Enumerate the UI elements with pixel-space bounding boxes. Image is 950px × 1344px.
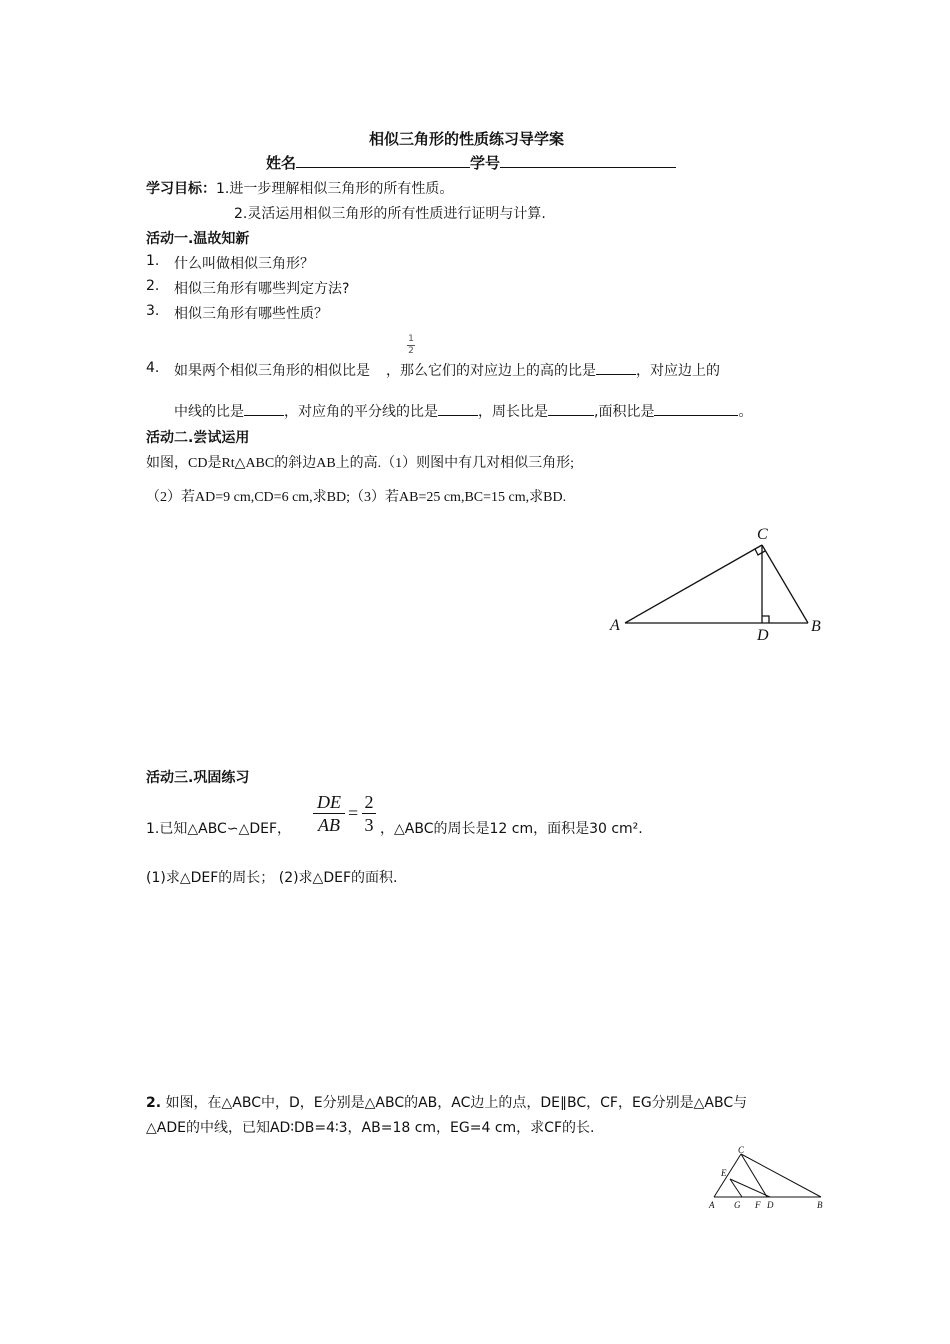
activity3-p1-a: 1.已知△ABC∽△DEF， [146,821,292,837]
activity3-p2-line2: △ADE的中线，已知AD∶DB=4∶3，AB=18 cm，EG=4 cm，求CF的长. [146,1120,595,1136]
objective-1: 1.进一步理解相似三角形的所有性质。 [216,181,454,197]
label-F: F [755,1200,761,1210]
activity3-p2-line1 [146,1092,747,1112]
label-B: B [811,618,821,635]
right-angle-mark-C [755,549,765,555]
header-line [266,152,676,173]
p1-fraction-2-3 [362,791,376,836]
activity1-q2: 相似三角形有哪些判定方法? [174,281,350,297]
objectives-line1 [146,178,453,198]
activity1-q1: 什么叫做相似三角形？ [174,256,314,272]
segment-AC [625,545,762,623]
label-D: D [757,627,769,644]
activity2-line2: （2）若AD=9 cm,CD=6 cm,求BD;（3）若AB=25 cm,BC=15 cm,求BD. [146,490,567,505]
q4-blank-bisector[interactable] [438,401,478,416]
p1-fraction-num: DE [317,792,341,812]
label-G: G [734,1200,741,1210]
activity1-title: 活动一.温故知新 [146,231,250,247]
activity1-q3: 相似三角形有哪些性质？ [174,306,328,322]
midline-triangle-figure [700,1140,840,1220]
objective-2: 2.灵活运用相似三角形的所有性质进行证明与计算. [234,206,546,222]
id-label: 学号 [470,154,501,172]
segment-CB [762,545,808,623]
q4-blank-height[interactable] [596,360,636,375]
page-title: 相似三角形的性质练习导学案 [369,130,565,148]
activity3-p1-b: ，△ABC的周长是12 cm，面积是30 cm². [380,821,643,837]
q4-text-e: ，对应角的平分线的比是 [284,404,438,420]
activity1-q3-num: 3. [146,303,160,319]
p1-value-num: 2 [364,792,374,812]
p2-text-line1: 如图，在△ABC中，D，E分别是△ABC的AB，AC边上的点，DE∥BC，CF，EG分别是△ABC与 [161,1095,748,1111]
label-C: C [738,1145,745,1155]
q4-blank-perimeter[interactable] [548,401,594,416]
name-label: 姓名 [266,154,297,172]
q4-fraction [406,335,416,356]
right-triangle-figure [600,520,840,650]
objectives-label: 学习目标： [146,181,216,197]
segment-CB [741,1154,821,1197]
label-C: C [757,526,768,543]
q4-text-c: ，对应边上的 [636,363,720,379]
activity1-q4-line2 [174,401,752,421]
label-D: D [767,1200,774,1210]
p1-equals: = [348,803,359,823]
p1-fraction-DE-AB [313,791,345,836]
activity2-line1: 如图，CD是Rt△ABC的斜边AB上的高.（1）则图中有几对相似三角形; [146,456,575,471]
q4-text-b: ，那么它们的对应边上的高的比是 [386,363,596,379]
activity3-p1-question: (1)求△DEF的周长； (2)求△DEF的面积. [146,870,398,886]
label-A: A [610,617,620,634]
id-field[interactable] [500,153,676,168]
q4-blank-area[interactable] [654,401,738,416]
segment-AC [714,1154,741,1197]
activity1-q4-num: 4. [146,360,160,376]
activity1-q1-num: 1. [146,253,160,269]
p1-fraction-den: AB [318,815,340,835]
q4-text-g: ,面积比是 [594,404,655,420]
q4-text-f: ，周长比是 [478,404,548,420]
label-A: A [709,1200,715,1210]
label-E: E [721,1168,727,1178]
p1-value-den: 3 [364,815,374,835]
label-B: B [817,1200,823,1210]
q4-text-h: 。 [738,404,753,420]
name-field[interactable] [296,153,470,168]
p2-number: 2. [146,1095,162,1111]
q4-fraction-den: 2 [408,346,414,356]
q4-blank-median[interactable] [244,401,284,416]
activity1-q2-num: 2. [146,278,160,294]
q4-text-d: 中线的比是 [174,404,244,420]
activity3-title: 活动三.巩固练习 [146,770,250,786]
q4-text-a: 如果两个相似三角形的相似比是 [174,363,370,379]
q4-fraction-num: 1 [408,334,414,344]
activity2-title: 活动二.尝试运用 [146,430,250,446]
right-angle-mark-D [762,616,769,623]
activity1-q4-line1 [174,360,720,380]
